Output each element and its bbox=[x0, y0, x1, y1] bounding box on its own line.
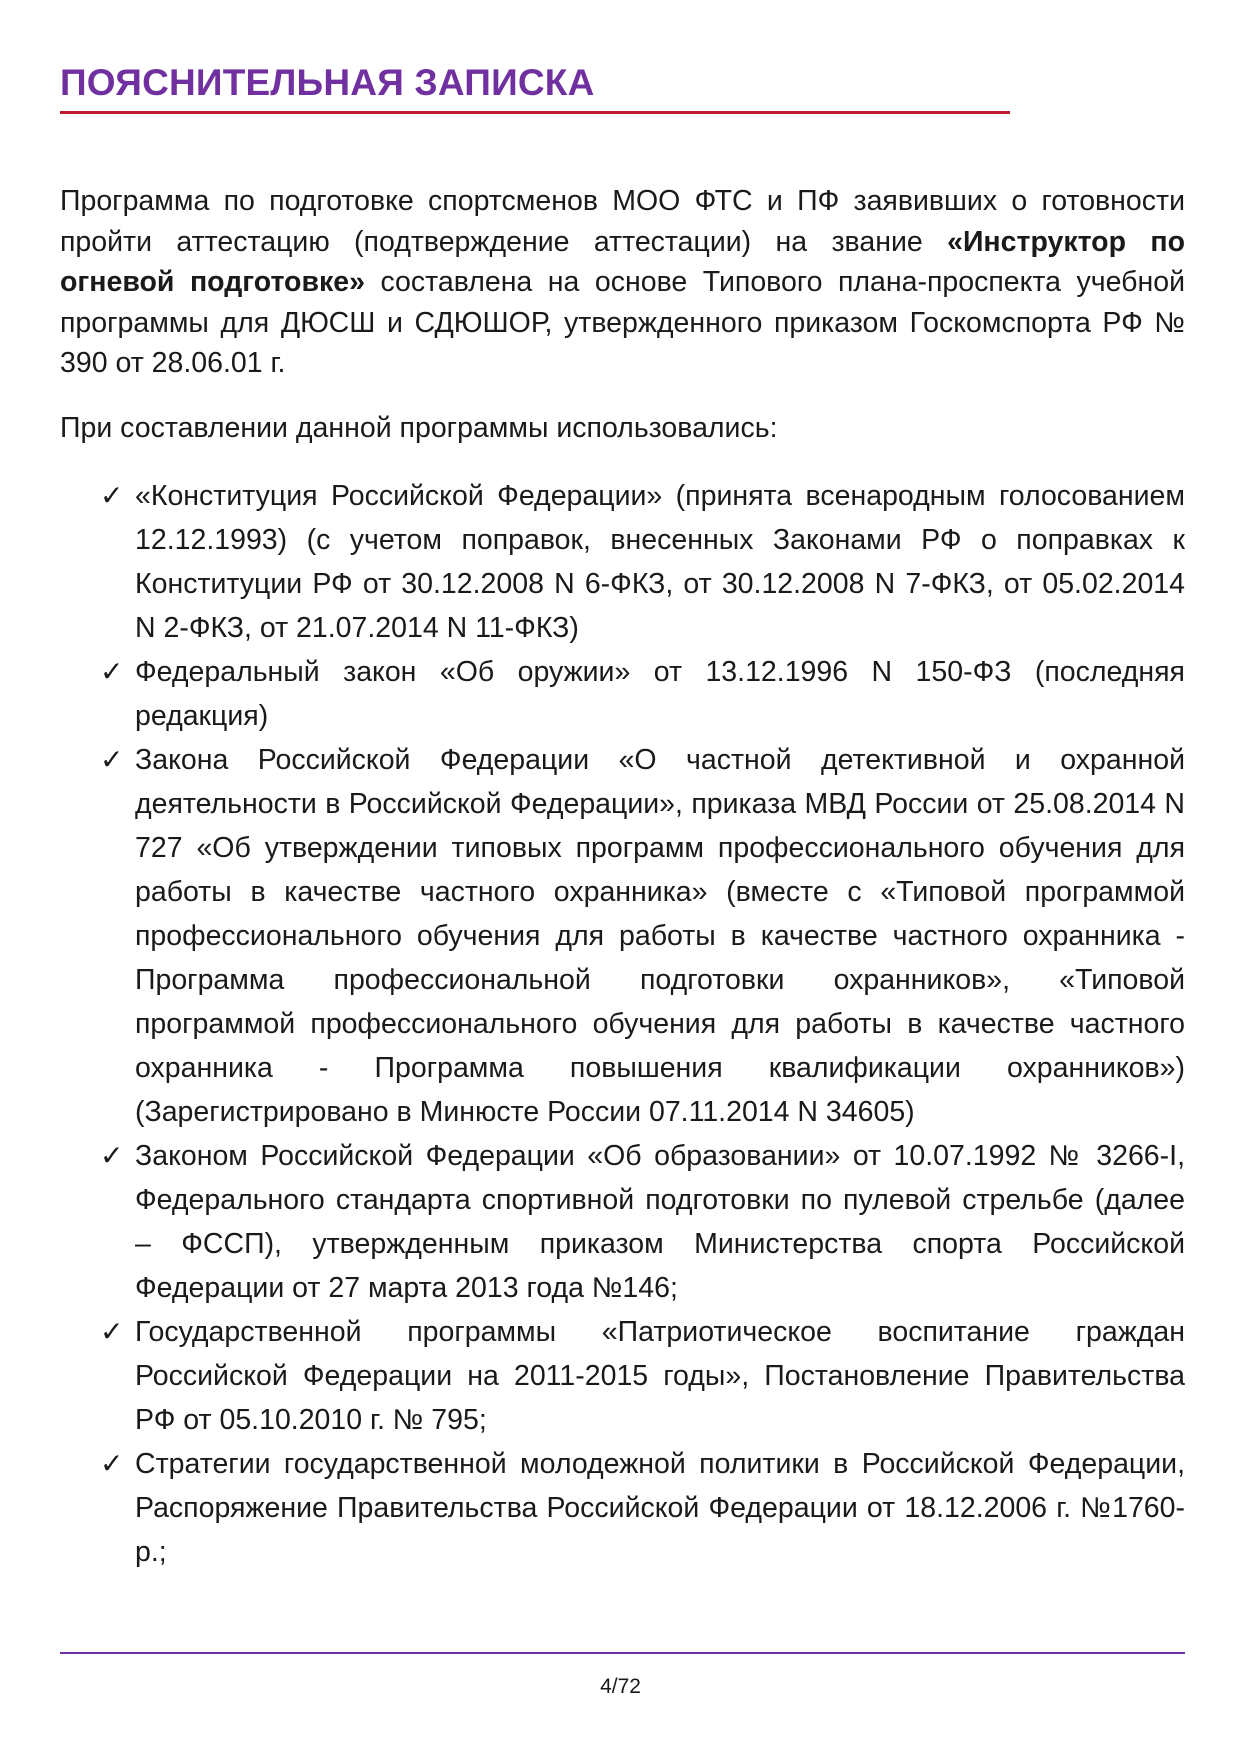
intro-text-end: составлена на основе Типового плана-проспекта учебной программы для ДЮСШ и СДЮШОР, утвержденного приказом Госкомспорта РФ № 390 от 28.06.01 г. bbox=[60, 266, 1185, 379]
list-item-text: Федеральный закон «Об оружии» от 13.12.1996 N 150-ФЗ (последняя редакция) bbox=[135, 656, 1185, 732]
footer-divider bbox=[60, 1652, 1185, 1654]
intro-bold-title: «Инструктор по огневой подготовке» bbox=[60, 225, 1185, 298]
checkmark-icon: ✓ bbox=[100, 1448, 124, 1479]
list-item-text: Закона Российской Федерации «О частной детективной и охранной деятельности в Российской Федерации», приказа МВД России от 25.08.2014 N 727 «Об утверждении типовых программ профессионального обучения для работы в качестве частного охранника» (вместе с «Типовой программой профессионального обучения для работы в качестве частного охранника - Программа профессиональной подготовки охранников», «Типовой программой профессионального обучения для работы в качестве частного охранника - Программа повышения квалификации охранников») (Зарегистрировано в Минюсте России 07.11.2014 N 34605) bbox=[135, 744, 1185, 1128]
list-item-text: «Конституция Российской Федерации» (принята всенародным голосованием 12.12.1993) (с учетом поправок, внесенных Законами РФ о поправках к Конституции РФ от 30.12.2008 N 6-ФКЗ, от 30.12.2008 N 7-ФКЗ, от 05.02.2014 N 2-ФКЗ, от 21.07.2014 N 11-ФКЗ) bbox=[135, 480, 1185, 644]
list-item bbox=[60, 474, 1185, 650]
intro-paragraph bbox=[60, 181, 1185, 384]
title-underline bbox=[60, 111, 1010, 114]
document-body bbox=[60, 181, 1185, 1574]
list-item bbox=[60, 650, 1185, 738]
list-item bbox=[60, 1310, 1185, 1442]
page-title: ПОЯСНИТЕЛЬНАЯ ЗАПИСКА bbox=[60, 62, 595, 103]
list-item-text: Стратегии государственной молодежной политики в Российской Федерации, Распоряжение Правительства Российской Федерации от 18.12.2006 г. №1760-р.; bbox=[135, 1448, 1185, 1568]
intro-text-start: Программа по подготовке спортсменов МОО ФТС и ПФ заявивших о готовности пройти аттестацию (подтверждение аттестации) на звание bbox=[60, 185, 1185, 258]
list-item-text: Государственной программы «Патриотическое воспитание граждан Российской Федерации на 2011-2015 годы», Постановление Правительства РФ от 05.10.2010 г. № 795; bbox=[135, 1316, 1185, 1436]
list-item-text: Законом Российской Федерации «Об образовании» от 10.07.1992 № 3266-I, Федерального стандарта спортивной подготовки по пулевой стрельбе (далее – ФССП), утвержденным приказом Министерства спорта Российской Федерации от 27 марта 2013 года №146; bbox=[135, 1140, 1185, 1304]
list-item bbox=[60, 738, 1185, 1134]
checkmark-icon: ✓ bbox=[100, 1140, 124, 1171]
checkmark-icon: ✓ bbox=[100, 1316, 124, 1347]
sources-intro: При составлении данной программы использовались: bbox=[60, 411, 778, 444]
checkmark-icon: ✓ bbox=[100, 656, 124, 687]
list-item bbox=[60, 1134, 1185, 1310]
page-number: 4/72 bbox=[600, 1675, 641, 1698]
checkmark-icon: ✓ bbox=[100, 480, 124, 511]
sources-list bbox=[60, 474, 1185, 1574]
checkmark-icon: ✓ bbox=[100, 744, 124, 775]
list-item bbox=[60, 1442, 1185, 1574]
